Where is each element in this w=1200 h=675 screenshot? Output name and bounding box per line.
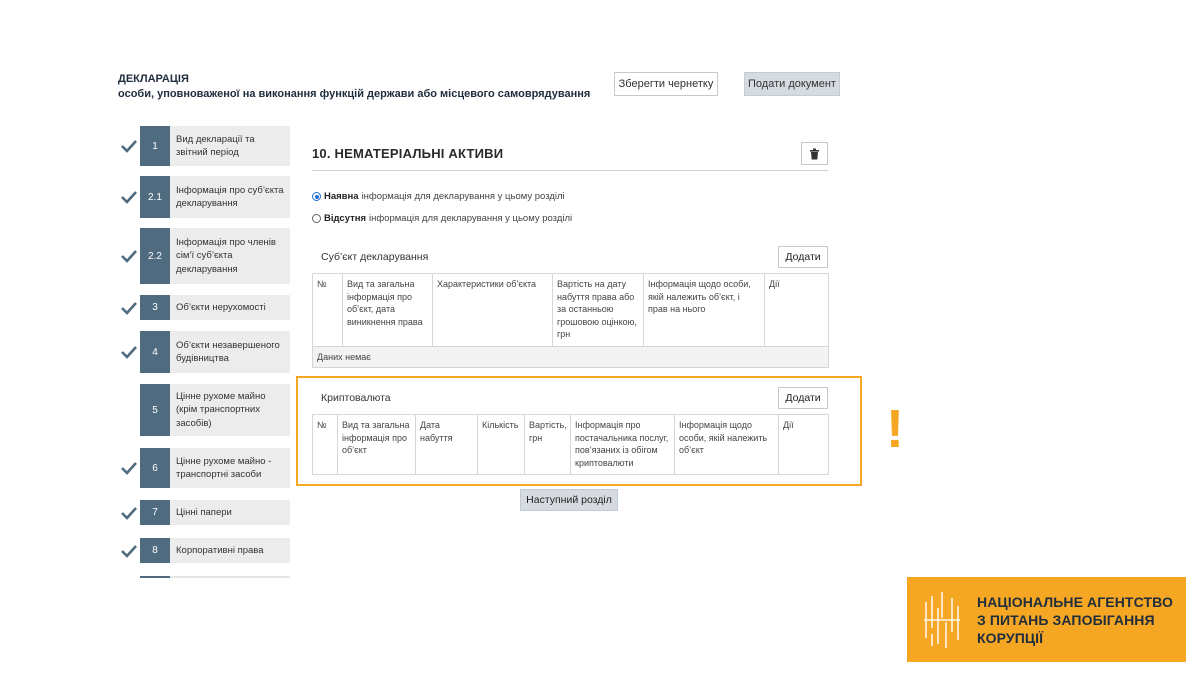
column-header: Вартість, грн — [525, 415, 571, 475]
logo-line-1: НАЦІОНАЛЬНЕ АГЕНТСТВО — [977, 593, 1173, 610]
declaration-subtitle: особи, уповноваженої на виконання функцій держави або місцевого самоврядування — [118, 88, 591, 100]
step-number: 4 — [140, 331, 170, 373]
declaration-title: ДЕКЛАРАЦІЯ — [118, 73, 189, 85]
warning-exclamation-icon: ! — [886, 399, 904, 459]
sidebar-item-2-2[interactable] — [118, 228, 290, 284]
radio-absent-text: інформація для декларування у цьому розділі — [369, 213, 573, 224]
column-header: Інформація про постачальника послуг, пов’язаних із обігом криптовалюти — [571, 415, 675, 475]
radio-present[interactable] — [312, 192, 321, 201]
logo-line-3: КОРУПЦІЇ — [977, 629, 1044, 646]
subject-table-title: Суб’єкт декларування — [321, 251, 429, 263]
step-number: 8 — [140, 538, 170, 563]
step-label: Об’єкти незавершеного будівництва — [170, 331, 290, 373]
check-icon — [118, 176, 140, 218]
crypto-table — [312, 414, 829, 475]
check-icon — [118, 448, 140, 488]
radio-present-bold: Наявна — [324, 191, 359, 202]
radio-absent-row[interactable] — [312, 213, 572, 224]
column-header: Інформація щодо особи, якій належить об’єкт, і прав на нього — [644, 274, 765, 347]
sidebar-item-5[interactable] — [118, 384, 290, 436]
empty-row: Даних немає — [313, 347, 829, 368]
radio-present-row[interactable] — [312, 191, 565, 202]
column-header: Кількість — [478, 415, 525, 475]
sidebar-item-2-1[interactable] — [118, 176, 290, 218]
column-header: № — [313, 274, 343, 347]
step-number: 2.1 — [140, 176, 170, 218]
next-section-button[interactable]: Наступний розділ — [520, 489, 618, 511]
column-header: Вартість на дату набуття права або за останньою грошовою оцінкою, грн — [553, 274, 644, 347]
nazk-logo-mark-icon — [907, 577, 977, 662]
trash-icon — [809, 148, 820, 160]
column-header: Характеристики об’єкта — [433, 274, 553, 347]
step-label: Інформація про суб’єкта декларування — [170, 176, 290, 218]
step-label: Цінне рухоме майно - транспортні засоби — [170, 448, 290, 488]
step-label: Вид декларації та звітний період — [170, 126, 290, 166]
check-icon — [118, 228, 140, 284]
subject-table — [312, 273, 829, 368]
step-number: 5 — [140, 384, 170, 436]
step-number: 2.2 — [140, 228, 170, 284]
crypto-add-button[interactable]: Додати — [778, 387, 828, 409]
check-icon — [118, 331, 140, 373]
logo-line-2: З ПИТАНЬ ЗАПОБІГАННЯ — [977, 611, 1155, 628]
column-header: Дії — [765, 274, 829, 347]
radio-present-text: інформація для декларування у цьому розділі — [361, 191, 565, 202]
crypto-table-title: Криптовалюта — [321, 392, 391, 404]
check-icon — [118, 126, 140, 166]
check-icon — [118, 295, 140, 320]
sidebar-item-4[interactable] — [118, 331, 290, 373]
step-label: Корпоративні права — [170, 538, 290, 563]
delete-section-button[interactable] — [801, 142, 828, 165]
check-icon — [118, 538, 140, 563]
step-number: 3 — [140, 295, 170, 320]
sidebar-next-item-stub — [140, 576, 290, 578]
column-header: Дії — [779, 415, 829, 475]
sidebar-item-6[interactable] — [118, 448, 290, 488]
sidebar-item-1[interactable] — [118, 126, 290, 166]
column-header: Дата набуття — [416, 415, 478, 475]
subject-add-button[interactable]: Додати — [778, 246, 828, 268]
step-label: Об’єкти нерухомості — [170, 295, 290, 320]
sidebar-item-8[interactable] — [118, 538, 290, 563]
sidebar-item-7[interactable] — [118, 500, 290, 525]
step-number: 6 — [140, 448, 170, 488]
nazk-logo — [907, 577, 1186, 662]
step-number: 7 — [140, 500, 170, 525]
submit-document-button[interactable]: Подати документ — [744, 72, 840, 96]
radio-absent[interactable] — [312, 214, 321, 223]
column-header: № — [313, 415, 338, 475]
section-divider — [312, 170, 828, 171]
step-label: Цінні папери — [170, 500, 290, 525]
column-header: Інформація щодо особи, якій належить об’єкт — [675, 415, 779, 475]
save-draft-button[interactable]: Зберегти чернетку — [614, 72, 718, 96]
column-header: Вид та загальна інформація про об’єкт, дата виникнення права — [343, 274, 433, 347]
step-label: Цінне рухоме майно (крім транспортних засобів) — [170, 384, 290, 436]
step-number: 1 — [140, 126, 170, 166]
check-icon — [118, 500, 140, 525]
section-title: 10. НЕМАТЕРІАЛЬНІ АКТИВИ — [312, 146, 504, 161]
sidebar-item-3[interactable] — [118, 295, 290, 320]
step-label: Інформація про членів сім’ї суб’єкта декларування — [170, 228, 290, 284]
radio-absent-bold: Відсутня — [324, 213, 367, 224]
column-header: Вид та загальна інформація про об’єкт — [338, 415, 416, 475]
